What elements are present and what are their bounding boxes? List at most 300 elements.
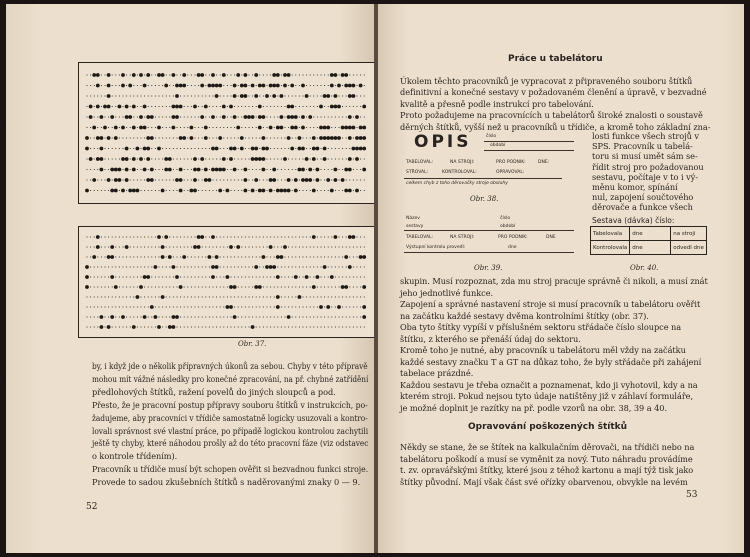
- card-hole: [166, 95, 167, 96]
- card-hole: [162, 169, 163, 170]
- card-hole: [323, 126, 327, 130]
- card-hole: [144, 179, 145, 180]
- card-hole: [277, 169, 278, 170]
- card-hole: [173, 158, 174, 159]
- card-hole: [362, 147, 366, 151]
- card-hole: [176, 286, 177, 287]
- card-hole: [312, 235, 316, 239]
- card-hole: [115, 266, 116, 267]
- card-hole: [346, 95, 347, 96]
- card-hole: [173, 256, 174, 257]
- card-hole: [302, 316, 303, 317]
- card-hole: [168, 255, 172, 259]
- card-hole: [364, 95, 365, 96]
- card-hole: [133, 85, 134, 86]
- card-hole: [86, 106, 87, 107]
- card-hole: [338, 158, 339, 159]
- card-hole: [144, 74, 145, 75]
- card-hole: [245, 106, 246, 107]
- card-hole: [331, 256, 332, 257]
- card-hole: [292, 158, 293, 159]
- card-hole: [175, 115, 179, 119]
- card-hole: [294, 126, 298, 130]
- card-hole: [313, 95, 314, 96]
- card-hole: [218, 189, 222, 193]
- card-hole: [328, 106, 329, 107]
- card-hole: [299, 74, 300, 75]
- card-hole: [306, 127, 307, 128]
- card-hole: [227, 158, 228, 159]
- card-hole: [308, 115, 312, 119]
- card-hole: [248, 190, 249, 191]
- card-hole: [266, 158, 267, 159]
- card-hole: [263, 316, 264, 317]
- card-hole: [331, 296, 332, 297]
- card-hole: [198, 95, 199, 96]
- card-hole: [248, 95, 249, 96]
- card-hole: [245, 326, 246, 327]
- card-hole: [104, 286, 105, 287]
- figure-caption-40: Obr. 40.: [630, 264, 659, 272]
- card-hole: [90, 127, 91, 128]
- card-hole: [342, 148, 343, 149]
- card-hole: [220, 95, 221, 96]
- card-hole: [191, 158, 192, 159]
- card-hole: [144, 236, 145, 237]
- card-hole: [122, 246, 123, 247]
- card-hole: [104, 306, 105, 307]
- card-hole: [162, 137, 163, 138]
- card-hole: [266, 286, 267, 287]
- card-hole: [211, 147, 215, 151]
- card-hole: [288, 326, 289, 327]
- card-hole: [208, 178, 212, 182]
- card-hole: [330, 275, 334, 279]
- card-hole: [212, 246, 213, 247]
- card-hole: [256, 236, 257, 237]
- punch-card-top-holes: [79, 63, 376, 203]
- card-hole: [364, 190, 365, 191]
- card-hole: [234, 276, 235, 277]
- card-hole: [119, 266, 120, 267]
- card-hole: [126, 296, 127, 297]
- card-hole: [164, 168, 168, 172]
- card-hole: [218, 136, 222, 140]
- card-hole: [96, 73, 100, 77]
- card-hole: [317, 236, 318, 237]
- card-hole: [284, 127, 285, 128]
- card-hole: [104, 95, 105, 96]
- card-hole: [276, 275, 280, 279]
- card-hole: [151, 127, 152, 128]
- card-hole: [252, 127, 253, 128]
- card-hole: [107, 255, 111, 259]
- card-hole: [114, 168, 118, 172]
- card-hole: [90, 246, 91, 247]
- card-hole: [317, 316, 318, 317]
- card-hole: [166, 326, 167, 327]
- card-hole: [209, 116, 210, 117]
- card-hole: [200, 73, 204, 77]
- form-38-obdobi: období: [490, 143, 506, 148]
- card-hole: [281, 296, 282, 297]
- card-hole: [342, 190, 343, 191]
- card-hole: [110, 189, 114, 193]
- card-hole: [130, 236, 131, 237]
- card-hole: [248, 326, 249, 327]
- card-hole: [252, 246, 253, 247]
- card-hole: [256, 246, 257, 247]
- card-hole: [334, 73, 338, 77]
- card-hole: [104, 266, 105, 267]
- form-40-cell: na stroji: [671, 227, 707, 241]
- card-hole: [356, 236, 357, 237]
- card-hole: [158, 85, 159, 86]
- card-hole: [302, 266, 303, 267]
- card-hole: [212, 106, 213, 107]
- card-hole: [176, 306, 177, 307]
- card-hole: [184, 148, 185, 149]
- card-hole: [248, 236, 249, 237]
- card-hole: [360, 74, 361, 75]
- card-hole: [346, 296, 347, 297]
- card-hole: [306, 116, 307, 117]
- text-line: by, i když jde o několik přípravných úkonů za sebou. Chyby v této přípravě: [92, 361, 368, 371]
- card-hole: [299, 326, 300, 327]
- card-hole: [245, 127, 246, 128]
- card-hole: [187, 266, 188, 267]
- card-hole: [191, 296, 192, 297]
- card-hole: [104, 256, 105, 257]
- card-hole: [281, 169, 282, 170]
- card-hole: [162, 306, 163, 307]
- form-38-title: OPIS: [414, 132, 472, 152]
- card-hole: [211, 265, 215, 269]
- card-hole: [126, 85, 127, 86]
- card-hole: [104, 316, 105, 317]
- card-hole: [346, 326, 347, 327]
- card-hole: [252, 169, 253, 170]
- card-hole: [97, 148, 98, 149]
- card-hole: [290, 126, 294, 130]
- card-hole: [158, 179, 159, 180]
- card-hole: [306, 306, 307, 307]
- card-hole: [326, 126, 330, 130]
- card-hole: [356, 306, 357, 307]
- card-hole: [223, 316, 224, 317]
- card-hole: [248, 246, 249, 247]
- card-hole: [360, 316, 361, 317]
- card-hole: [194, 148, 195, 149]
- card-hole: [338, 169, 339, 170]
- card-hole: [143, 84, 147, 88]
- card-hole: [110, 115, 114, 119]
- card-hole: [227, 236, 228, 237]
- card-hole: [212, 190, 213, 191]
- page-number-right: 53: [686, 490, 698, 500]
- card-hole: [166, 266, 167, 267]
- card-hole: [356, 95, 357, 96]
- card-hole: [112, 106, 113, 107]
- card-hole: [341, 126, 345, 130]
- card-hole: [220, 148, 221, 149]
- card-hole: [197, 245, 201, 249]
- card-hole: [146, 73, 150, 77]
- card-hole: [166, 316, 167, 317]
- card-hole: [222, 105, 226, 109]
- card-hole: [241, 74, 242, 75]
- card-hole: [140, 296, 141, 297]
- form-39-pro-podnik: PRO PODNIK:: [498, 235, 528, 240]
- card-hole: [288, 85, 289, 86]
- card-hole: [338, 148, 339, 149]
- card-hole: [184, 158, 185, 159]
- card-hole: [342, 137, 343, 138]
- text-line: Provede to sadou zkušebních štítků s naděrovanými znaky 0 — 9.: [92, 477, 361, 488]
- card-hole: [133, 316, 134, 317]
- card-hole: [205, 266, 206, 267]
- card-hole: [158, 190, 159, 191]
- card-hole: [294, 178, 298, 182]
- card-hole: [251, 189, 255, 193]
- card-hole: [348, 235, 352, 239]
- card-hole: [155, 74, 156, 75]
- card-hole: [162, 179, 163, 180]
- text-line: toru si musí umět sám se-: [592, 151, 698, 162]
- card-hole: [223, 148, 224, 149]
- card-hole: [220, 158, 221, 159]
- card-hole: [284, 266, 285, 267]
- card-hole: [288, 276, 289, 277]
- card-hole: [349, 179, 350, 180]
- card-hole: [94, 286, 95, 287]
- card-hole: [122, 306, 123, 307]
- card-hole: [187, 95, 188, 96]
- card-hole: [155, 306, 156, 307]
- card-hole: [191, 326, 192, 327]
- card-hole: [319, 105, 323, 109]
- card-hole: [122, 266, 123, 267]
- card-hole: [187, 256, 188, 257]
- card-hole: [119, 286, 120, 287]
- card-hole: [346, 137, 347, 138]
- card-hole: [198, 316, 199, 317]
- card-hole: [227, 296, 228, 297]
- card-hole: [234, 306, 235, 307]
- card-hole: [90, 179, 91, 180]
- card-hole: [324, 169, 325, 170]
- card-hole: [277, 326, 278, 327]
- text-line: o kontrole třídením).: [92, 451, 178, 462]
- card-hole: [223, 326, 224, 327]
- card-hole: [119, 326, 120, 327]
- card-hole: [108, 148, 109, 149]
- card-hole: [338, 179, 339, 180]
- card-hole: [223, 276, 224, 277]
- card-hole: [148, 296, 149, 297]
- card-hole: [191, 286, 192, 287]
- form-39-tabeloval: TABELOVAL:: [406, 235, 434, 240]
- card-hole: [209, 316, 210, 317]
- card-hole: [150, 168, 154, 172]
- card-hole: [245, 137, 246, 138]
- card-hole: [316, 168, 320, 172]
- card-hole: [169, 190, 170, 191]
- card-hole: [277, 316, 278, 317]
- card-hole: [317, 158, 318, 159]
- card-hole: [310, 296, 311, 297]
- card-hole: [202, 179, 203, 180]
- card-hole: [198, 116, 199, 117]
- card-hole: [280, 189, 284, 193]
- card-hole: [154, 315, 158, 319]
- card-hole: [346, 148, 347, 149]
- card-hole: [241, 179, 242, 180]
- card-hole: [151, 148, 152, 149]
- card-hole: [338, 190, 339, 191]
- book-spread: [6, 4, 744, 553]
- card-hole: [292, 137, 293, 138]
- card-hole: [184, 316, 185, 317]
- card-hole: [276, 84, 280, 88]
- card-hole: [324, 106, 325, 107]
- card-hole: [208, 84, 212, 88]
- card-hole: [130, 246, 131, 247]
- card-hole: [169, 95, 170, 96]
- card-hole: [274, 116, 275, 117]
- card-hole: [313, 116, 314, 117]
- card-hole: [128, 115, 132, 119]
- card-hole: [270, 236, 271, 237]
- card-hole: [89, 115, 93, 119]
- card-hole: [137, 246, 138, 247]
- card-hole: [281, 74, 282, 75]
- card-hole: [287, 189, 291, 193]
- card-hole: [200, 235, 204, 239]
- form-38-line-2: [484, 150, 574, 151]
- card-hole: [342, 158, 343, 159]
- card-hole: [274, 286, 275, 287]
- card-hole: [140, 306, 141, 307]
- card-hole: [216, 190, 217, 191]
- card-hole: [244, 94, 248, 98]
- card-hole: [248, 169, 249, 170]
- card-hole: [104, 246, 105, 247]
- card-hole: [331, 306, 332, 307]
- card-hole: [119, 116, 120, 117]
- card-hole: [284, 296, 285, 297]
- card-hole: [328, 326, 329, 327]
- card-hole: [200, 157, 204, 161]
- card-hole: [191, 266, 192, 267]
- card-hole: [96, 235, 100, 239]
- card-hole: [194, 266, 195, 267]
- card-hole: [216, 326, 217, 327]
- card-hole: [337, 84, 341, 88]
- card-hole: [230, 296, 231, 297]
- card-hole: [137, 74, 138, 75]
- card-hole: [359, 255, 363, 259]
- card-hole: [295, 148, 296, 149]
- card-hole: [349, 316, 350, 317]
- card-hole: [244, 189, 248, 193]
- card-hole: [274, 137, 275, 138]
- card-hole: [143, 126, 147, 130]
- card-hole: [148, 256, 149, 257]
- card-hole: [245, 246, 246, 247]
- card-hole: [172, 105, 176, 109]
- card-hole: [158, 246, 159, 247]
- card-hole: [310, 306, 311, 307]
- card-hole: [346, 316, 347, 317]
- card-hole: [269, 189, 273, 193]
- card-hole: [277, 266, 278, 267]
- card-hole: [103, 105, 107, 109]
- card-hole: [277, 148, 278, 149]
- card-hole: [338, 116, 339, 117]
- card-hole: [119, 236, 120, 237]
- card-hole: [245, 296, 246, 297]
- card-hole: [276, 305, 280, 309]
- card-hole: [263, 306, 264, 307]
- card-hole: [119, 316, 120, 317]
- card-hole: [227, 116, 228, 117]
- card-hole: [204, 178, 208, 182]
- card-hole: [137, 286, 138, 287]
- card-hole: [324, 190, 325, 191]
- card-hole: [227, 85, 228, 86]
- card-hole: [306, 256, 307, 257]
- card-hole: [139, 285, 143, 289]
- card-hole: [96, 157, 100, 161]
- card-hole: [266, 169, 267, 170]
- form-39-dne: DNE: [546, 235, 556, 240]
- card-hole: [230, 95, 231, 96]
- card-hole: [94, 316, 95, 317]
- card-hole: [233, 115, 237, 119]
- card-hole: [155, 158, 156, 159]
- card-hole: [184, 306, 185, 307]
- card-hole: [331, 316, 332, 317]
- card-hole: [302, 74, 303, 75]
- form-40-title: Sestava (dávka) číslo:: [592, 216, 675, 225]
- card-hole: [276, 255, 280, 259]
- card-hole: [335, 276, 336, 277]
- card-hole: [173, 190, 174, 191]
- card-hole: [280, 126, 284, 130]
- card-hole: [324, 256, 325, 257]
- card-hole: [169, 116, 170, 117]
- card-hole: [266, 85, 267, 86]
- card-hole: [266, 127, 267, 128]
- card-hole: [169, 266, 170, 267]
- card-hole: [90, 306, 91, 307]
- card-hole: [227, 286, 228, 287]
- card-hole: [244, 73, 248, 77]
- card-hole: [266, 137, 267, 138]
- card-hole: [133, 179, 134, 180]
- card-hole: [360, 296, 361, 297]
- card-hole: [100, 136, 104, 140]
- card-hole: [204, 168, 208, 172]
- card-hole: [209, 296, 210, 297]
- card-hole: [355, 189, 359, 193]
- card-hole: [211, 168, 215, 172]
- card-hole: [306, 148, 307, 149]
- card-hole: [150, 136, 154, 140]
- card-hole: [133, 236, 134, 237]
- card-hole: [220, 256, 221, 257]
